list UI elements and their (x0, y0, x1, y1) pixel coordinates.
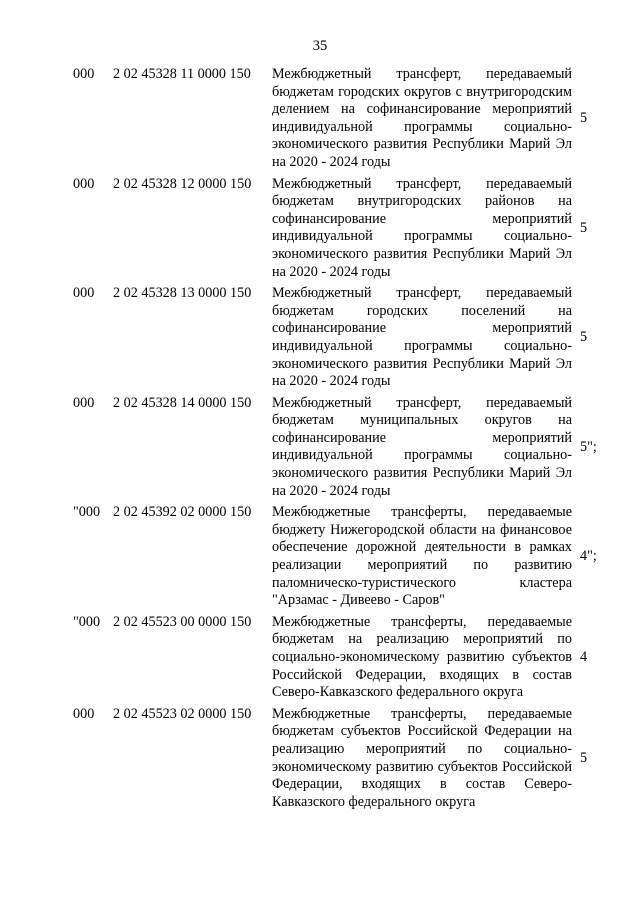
row-description: Межбюджетные трансферты, передаваемые бюджетам на реализацию мероприятий по социально-экономическому развитию субъектов Российской Федерации, входящих в состав Северо-Кавказского федерального округа (272, 613, 572, 701)
row-code: 2 02 45328 14 0000 150 (113, 394, 252, 411)
table-row (0, 66, 640, 172)
row-prefix: 000 (73, 66, 95, 82)
budget-code-table (0, 66, 640, 811)
page-number: 35 (312, 38, 328, 54)
row-code: 2 02 45523 00 0000 150 (113, 613, 252, 630)
row-code: 2 02 45523 02 0000 150 (113, 705, 252, 722)
row-prefix: "000 (73, 504, 101, 521)
row-value: 5 (580, 749, 588, 766)
row-prefix: 000 (73, 175, 95, 192)
table-row (0, 614, 640, 702)
row-code: 2 02 45392 02 0000 150 (113, 504, 252, 521)
row-prefix: "000 (73, 613, 101, 630)
row-prefix: 000 (73, 394, 95, 411)
row-value: 5 (580, 329, 588, 346)
row-description: Межбюджетный трансферт, передаваемый бюджетам внутригородских районов на софинансирование мероприятий индивидуальной программы социально-экономического развития Республики Марий Эл на 2020 - 2024 годы (272, 175, 572, 280)
row-description: Межбюджетный трансферт, передаваемый бюджетам городских округов с внутригородским делением на софинансирование мероприятий индивидуальной программы социально-экономического развития Республики Марий Эл на 2020 - 2024 годы (272, 66, 572, 170)
row-value: 5 (580, 219, 588, 236)
table-row (0, 395, 640, 501)
table-row (0, 176, 640, 282)
table-row (0, 706, 640, 812)
row-prefix: 000 (73, 705, 95, 722)
table-row (0, 504, 640, 610)
row-description: Межбюджетные трансферты, передаваемые бюджету Нижегородской области на финансовое обеспечение дорожной деятельности в рамках реализации мероприятий по развитию паломническо-туристического кластера "Арзамас - Дивеево - Саров" (272, 504, 572, 609)
row-value: 4"; (580, 548, 597, 565)
row-code: 2 02 45328 12 0000 150 (113, 175, 252, 192)
row-value: 5 (580, 110, 588, 126)
row-description: Межбюджетный трансферт, передаваемый бюджетам муниципальных округов на софинансирование мероприятий индивидуальной программы социально-экономического развития Республики Марий Эл на 2020 - 2024 годы (272, 394, 572, 499)
row-description: Межбюджетные трансферты, передаваемые бюджетам субъектов Российской Федерации на реализацию мероприятий по социально-экономическому развитию субъектов Российской Федерации, входящих в состав Северо-Кавказского федерального округа (272, 705, 572, 810)
row-code: 2 02 45328 11 0000 150 (113, 66, 251, 82)
row-description: Межбюджетный трансферт, передаваемый бюджетам городских поселений на софинансирование мероприятий индивидуальной программы социально-экономического развития Республики Марий Эл на 2020 - 2024 годы (272, 285, 572, 390)
row-prefix: 000 (73, 285, 95, 302)
row-value: 5"; (580, 438, 597, 455)
table-row (0, 285, 640, 391)
row-value: 4 (580, 648, 588, 665)
row-code: 2 02 45328 13 0000 150 (113, 285, 252, 302)
